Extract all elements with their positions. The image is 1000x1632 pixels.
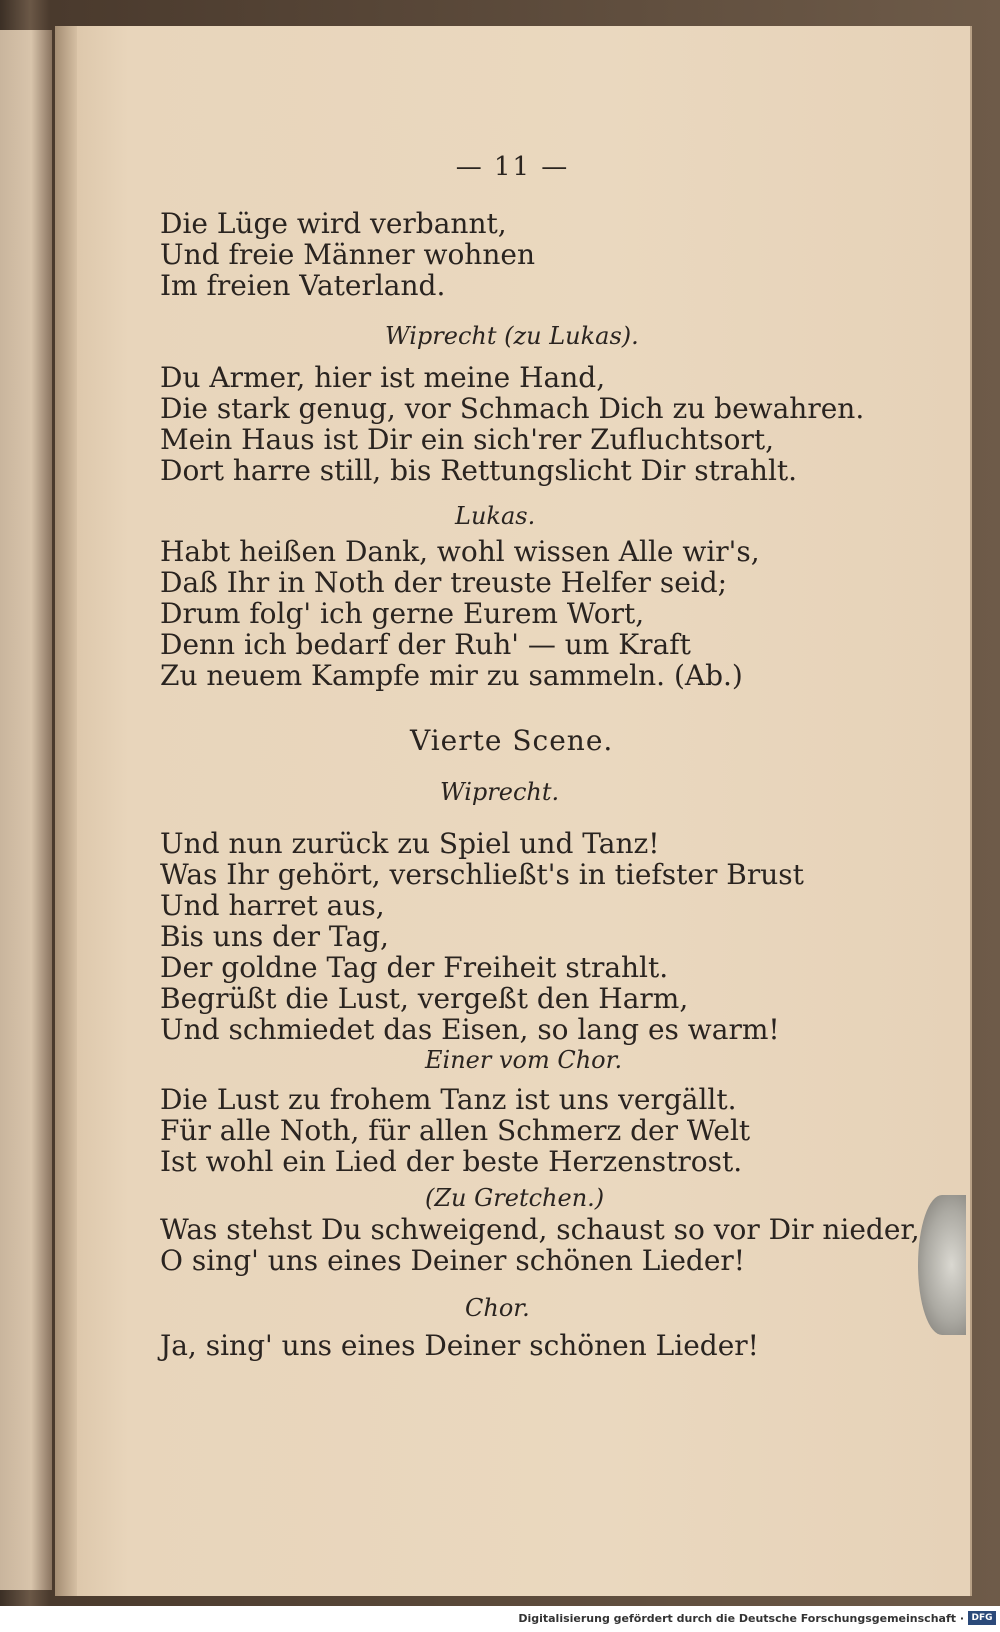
scanner-clip xyxy=(918,1195,966,1335)
speaker-heading: Wiprecht (zu Lukas). xyxy=(385,322,639,350)
verse-line: O sing' uns eines Deiner schönen Lieder! xyxy=(160,1244,746,1277)
verse-line: Mein Haus ist Dir ein sich'rer Zufluchtsort, xyxy=(160,423,775,456)
funding-credit: Digitalisierung gefördert durch die Deutsche Forschungsgemeinschaft · xyxy=(518,1612,964,1625)
verse-block-2 xyxy=(160,362,864,486)
verse-line: Zu neuem Kampfe mir zu sammeln. (Ab.) xyxy=(160,659,743,692)
verse-line: Und harret aus, xyxy=(160,889,385,922)
verse-line: Ist wohl ein Lied der beste Herzenstrost. xyxy=(160,1145,743,1178)
verse-line: Der goldne Tag der Freiheit strahlt. xyxy=(160,951,669,984)
verse-line: Habt heißen Dank, wohl wissen Alle wir's, xyxy=(160,535,760,568)
verse-line: Was Ihr gehört, verschließt's in tiefster Brust xyxy=(160,858,804,891)
verse-line: Dort harre still, bis Rettungslicht Dir strahlt. xyxy=(160,454,798,487)
verse-line: Du Armer, hier ist meine Hand, xyxy=(160,361,606,394)
dfg-logo: DFG xyxy=(968,1611,996,1625)
verse-line: Die Lust zu frohem Tanz ist uns vergällt. xyxy=(160,1083,737,1116)
scene-title: Vierte Scene. xyxy=(410,724,614,757)
verse-line: Denn ich bedarf der Ruh' — um Kraft xyxy=(160,628,691,661)
verse-line: Was stehst Du schweigend, schaust so vor Dir nieder, xyxy=(160,1213,920,1246)
speaker-heading: Lukas. xyxy=(455,502,536,530)
previous-page-edge xyxy=(0,30,52,1590)
stage-direction: (Zu Gretchen.) xyxy=(425,1184,605,1212)
page-gutter xyxy=(55,26,77,1596)
verse-block-1 xyxy=(160,208,535,301)
verse-line: Die Lüge wird verbannt, xyxy=(160,207,507,240)
verse-line: Ja, sing' uns eines Deiner schönen Lieder! xyxy=(160,1329,759,1362)
verse-block-5 xyxy=(160,1084,750,1177)
verse-line: Im freien Vaterland. xyxy=(160,269,446,302)
verse-block-6 xyxy=(160,1330,759,1361)
speaker-heading: Einer vom Chor. xyxy=(425,1046,623,1074)
verse-line: Und nun zurück zu Spiel und Tanz! xyxy=(160,827,660,860)
verse-line: Die stark genug, vor Schmach Dich zu bewahren. xyxy=(160,392,865,425)
verse-line: Für alle Noth, für allen Schmerz der Welt xyxy=(160,1114,751,1147)
verse-line: Drum folg' ich gerne Eurem Wort, xyxy=(160,597,645,630)
verse-line: Und schmiedet das Eisen, so lang es warm! xyxy=(160,1013,780,1046)
verse-block-5b xyxy=(160,1214,920,1276)
verse-line: Daß Ihr in Noth der treuste Helfer seid; xyxy=(160,566,728,599)
book-page xyxy=(55,26,970,1596)
verse-line: Bis uns der Tag, xyxy=(160,920,389,953)
verse-line: Begrüßt die Lust, vergeßt den Harm, xyxy=(160,982,689,1015)
verse-block-4 xyxy=(160,828,804,1045)
footer-bar xyxy=(0,1606,1000,1632)
page-number: — 11 — xyxy=(455,152,570,182)
speaker-heading: Chor. xyxy=(465,1294,530,1322)
speaker-heading: Wiprecht. xyxy=(440,778,560,806)
verse-line: Und freie Männer wohnen xyxy=(160,238,535,271)
verse-block-3 xyxy=(160,536,760,691)
